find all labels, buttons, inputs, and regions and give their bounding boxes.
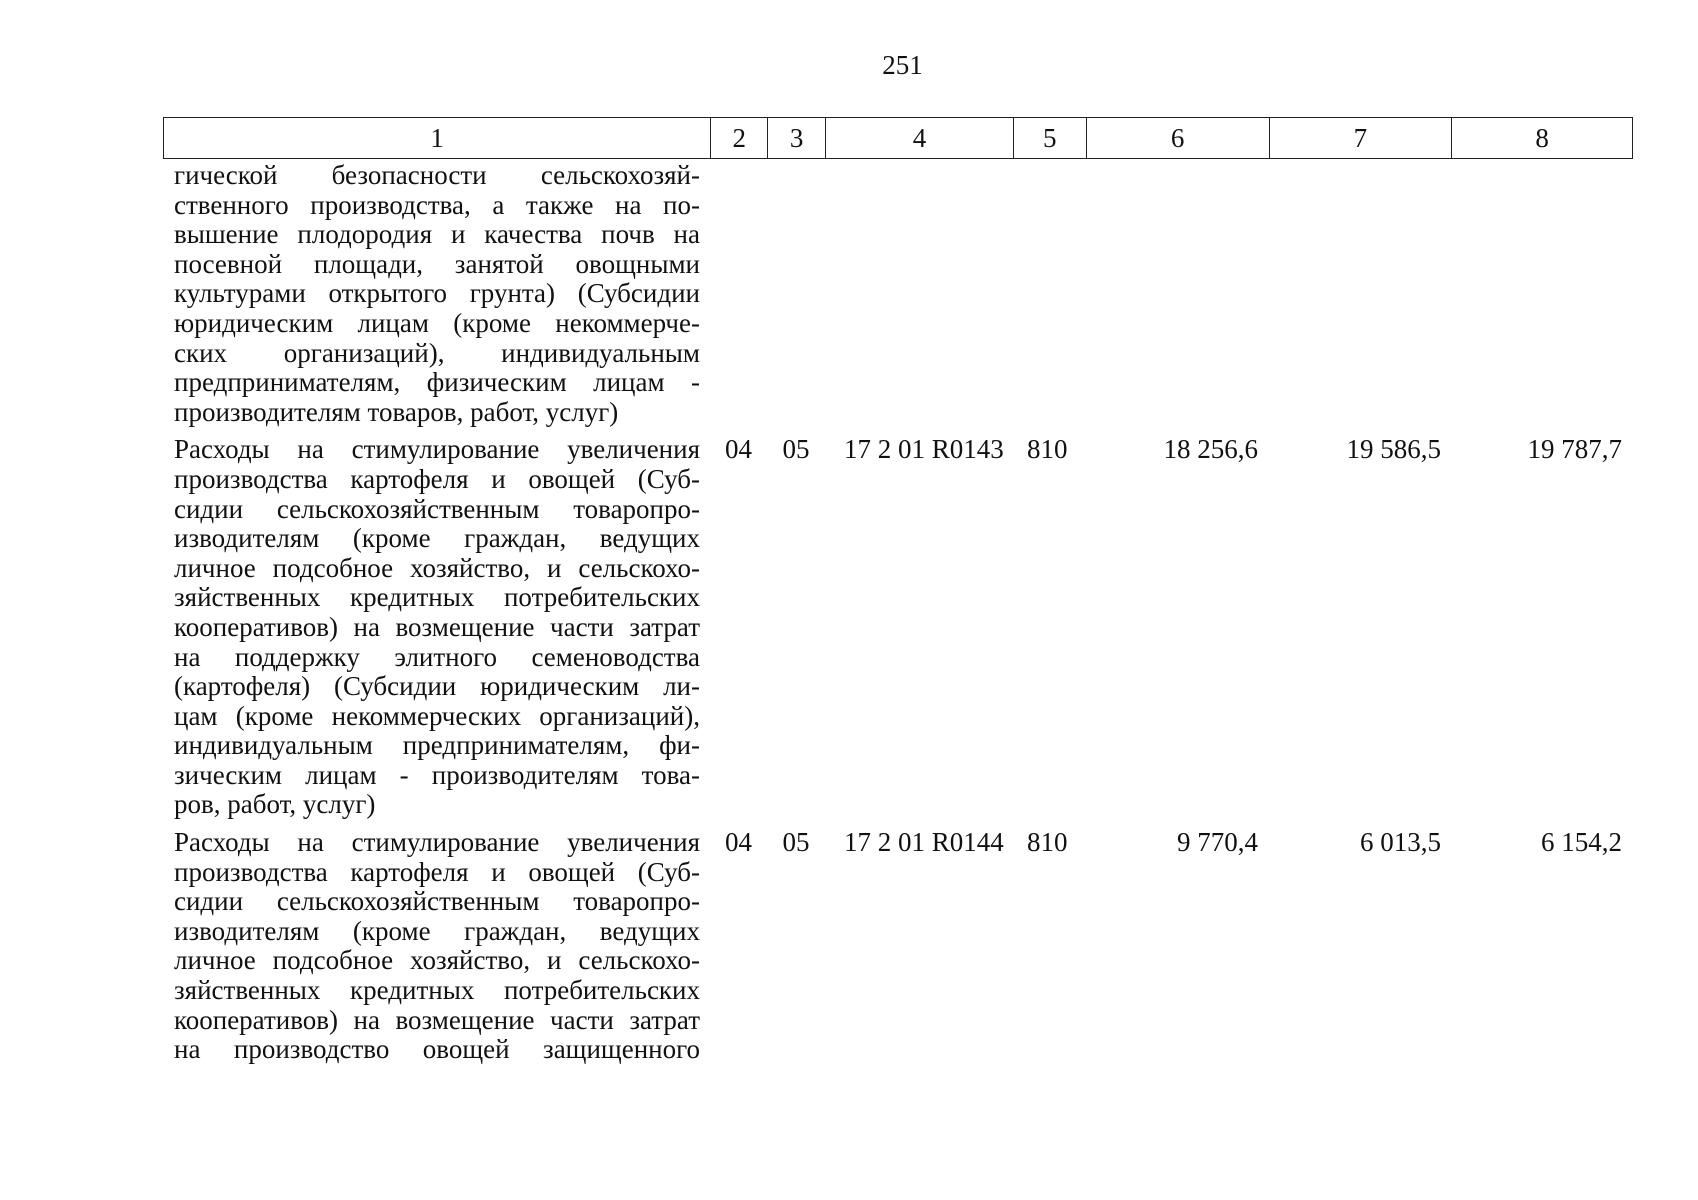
description-line: ров, работ, услуг) bbox=[174, 789, 376, 820]
table-row bbox=[163, 435, 1633, 820]
expense-type-code: 810 bbox=[1027, 434, 1068, 465]
header-col-7: 7 bbox=[1269, 118, 1452, 158]
header-col-1: 1 bbox=[430, 122, 444, 153]
description-line: на производство овощей защищенного bbox=[174, 1034, 700, 1065]
description-line: Расходы на стимулирование увеличения bbox=[174, 827, 700, 858]
description-line: зяйственных кредитных потребительских bbox=[174, 582, 700, 613]
amount-col-7: 19 586,5 bbox=[1346, 434, 1441, 465]
target-article-code: 17 2 01 R0143 bbox=[844, 434, 1004, 465]
row-description bbox=[163, 161, 710, 427]
header-col-8: 8 bbox=[1451, 118, 1632, 158]
description-line: ских организаций), индивидуальным bbox=[174, 337, 700, 368]
section-code: 04 bbox=[725, 827, 752, 858]
amount-col-7: 6 013,5 bbox=[1360, 827, 1441, 858]
header-col-6: 6 bbox=[1086, 118, 1269, 158]
description-line: культурами открытого грунта) (Субсидии bbox=[174, 278, 700, 309]
table-header bbox=[163, 117, 1633, 159]
header-col-4: 4 bbox=[825, 118, 1013, 158]
section-code: 04 bbox=[725, 434, 752, 465]
description-line: производства картофеля и овощей (Суб- bbox=[174, 463, 700, 494]
description-line: на поддержку элитного семеноводства bbox=[174, 641, 700, 672]
subsection-code: 05 bbox=[782, 434, 810, 465]
description-line: посевной площади, занятой овощными bbox=[174, 248, 700, 279]
description-line: сидии сельскохозяйственным товаропро- bbox=[174, 886, 700, 917]
amount-col-6: 9 770,4 bbox=[1177, 827, 1258, 858]
target-article-code bbox=[825, 161, 1013, 427]
section-code bbox=[710, 161, 767, 427]
header-col-2: 2 bbox=[710, 118, 767, 158]
row-description bbox=[163, 828, 710, 1065]
amount-col-6: 18 256,6 bbox=[1163, 434, 1258, 465]
expense-type-code bbox=[1013, 161, 1086, 427]
description-line: индивидуальным предпринимателям, фи- bbox=[174, 730, 700, 761]
amount-col-6 bbox=[1086, 161, 1269, 427]
description-line: зяйственных кредитных потребительских bbox=[174, 975, 700, 1006]
table-row bbox=[163, 828, 1633, 1065]
header-col-5: 5 bbox=[1013, 118, 1086, 158]
description-line: цам (кроме некоммерческих организаций), bbox=[174, 700, 700, 731]
description-line: Расходы на стимулирование увеличения bbox=[174, 434, 700, 465]
description-line: изводителям (кроме граждан, ведущих bbox=[174, 915, 700, 946]
description-line: производства картофеля и овощей (Суб- bbox=[174, 856, 700, 887]
description-line: сидии сельскохозяйственным товаропро- bbox=[174, 493, 700, 524]
description-line: кооперативов) на возмещение части затрат bbox=[174, 1004, 700, 1035]
target-article-code: 17 2 01 R0144 bbox=[844, 827, 1004, 858]
amount-col-8 bbox=[1452, 161, 1633, 427]
description-line: зическим лицам - производителям това- bbox=[174, 759, 700, 790]
description-line: юридическим лицам (кроме некоммерче- bbox=[174, 307, 700, 338]
description-line: гической безопасности сельскохозяй- bbox=[174, 160, 700, 190]
table-row bbox=[163, 161, 1633, 427]
amount-col-7 bbox=[1269, 161, 1452, 427]
budget-table bbox=[163, 117, 1633, 1065]
expense-type-code: 810 bbox=[1027, 827, 1068, 858]
description-line: изводителям (кроме граждан, ведущих bbox=[174, 523, 700, 554]
description-line: личное подсобное хозяйство, и сельскохо- bbox=[174, 552, 700, 583]
description-line: (картофеля) (Субсидии юридическим ли- bbox=[174, 671, 700, 702]
description-line: производителям товаров, работ, услуг) bbox=[174, 396, 619, 427]
description-line: вышение плодородия и качества почв на bbox=[174, 219, 700, 250]
header-col-3: 3 bbox=[767, 118, 825, 158]
amount-col-8: 19 787,7 bbox=[1527, 434, 1622, 465]
row-description bbox=[163, 435, 710, 820]
amount-col-8: 6 154,2 bbox=[1541, 827, 1622, 858]
subsection-code: 05 bbox=[782, 827, 810, 858]
description-line: ственного производства, а также на по- bbox=[174, 189, 700, 220]
description-line: предпринимателям, физическим лицам - bbox=[174, 367, 700, 398]
description-line: личное подсобное хозяйство, и сельскохо- bbox=[174, 945, 700, 976]
description-line: кооперативов) на возмещение части затрат bbox=[174, 611, 700, 642]
page-number: 251 bbox=[882, 50, 923, 80]
subsection-code bbox=[767, 161, 825, 427]
